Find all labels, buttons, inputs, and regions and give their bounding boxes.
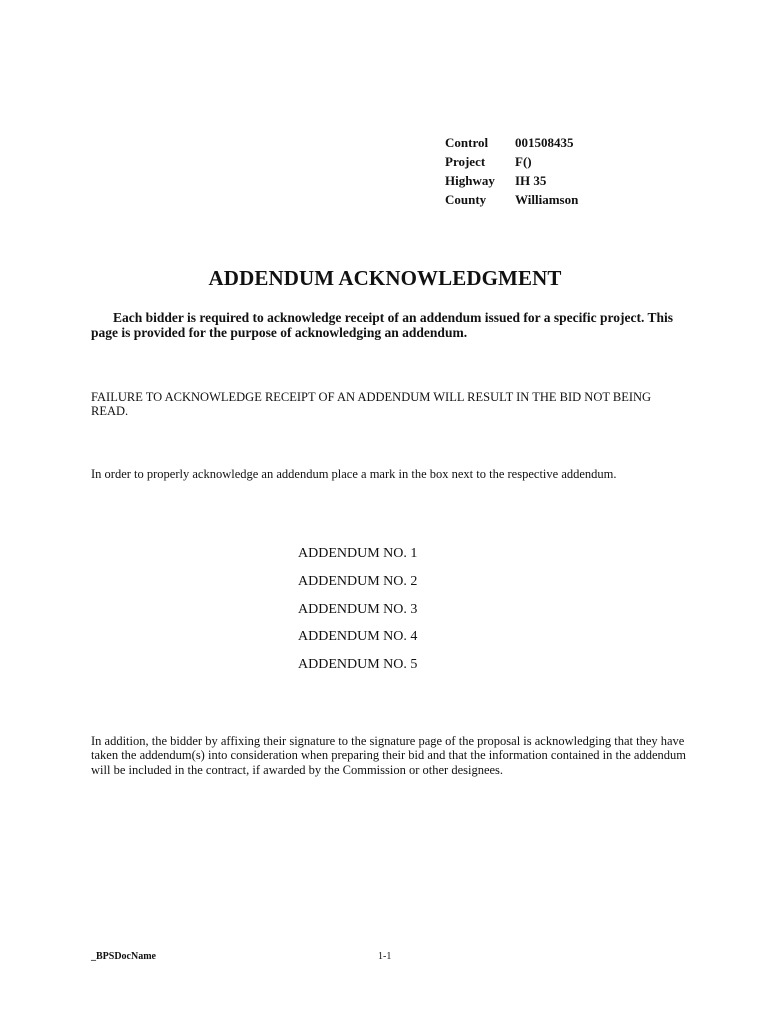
- intro-paragraph: Each bidder is required to acknowledge receipt of an addendum issued for a specific project. This page is provided for the purpose of acknowledging an addendum.: [91, 310, 674, 340]
- footer-page-number: 1-1: [378, 951, 392, 962]
- addendum-item-4[interactable]: [298, 628, 417, 656]
- addendum-label-4: ADDENDUM NO. 4: [298, 629, 418, 645]
- info-row-county: [445, 190, 578, 209]
- failure-notice: FAILURE TO ACKNOWLEDGE RECEIPT OF AN ADDENDUM WILL RESULT IN THE BID NOT BEING READ.: [91, 390, 652, 418]
- county-label: County: [445, 192, 487, 207]
- project-info-block: [445, 133, 578, 209]
- addendum-label-3: ADDENDUM NO. 3: [298, 601, 418, 617]
- addendum-label-5: ADDENDUM NO. 5: [298, 657, 418, 673]
- footer-doc-name: _BPSDocName: [91, 951, 156, 962]
- addendum-item-1[interactable]: [298, 545, 417, 573]
- highway-value: IH 35: [515, 173, 547, 188]
- highway-label: Highway: [445, 173, 495, 188]
- instruction-paragraph: In order to properly acknowledge an addendum place a mark in the box next to the respective addendum.: [91, 467, 617, 481]
- project-label: Project: [445, 154, 486, 169]
- addendum-label-1: ADDENDUM NO. 1: [298, 546, 418, 561]
- addendum-list: [298, 545, 417, 684]
- info-row-project: [445, 152, 578, 171]
- info-row-control: [445, 133, 578, 152]
- project-value: F(): [515, 154, 532, 169]
- county-value: Williamson: [515, 192, 579, 207]
- addendum-item-5[interactable]: [298, 656, 417, 684]
- addendum-item-3[interactable]: [298, 601, 417, 629]
- page-title: ADDENDUM ACKNOWLEDGMENT: [208, 266, 562, 290]
- control-label: Control: [445, 135, 489, 150]
- addendum-label-2: ADDENDUM NO. 2: [298, 573, 418, 589]
- addition-paragraph: In addition, the bidder by affixing their signature to the signature page of the proposal is acknowledging that they have taken the addendum(s) into consideration when preparing their bid and that the information contained in the addendum will be included in the contract, if awarded by the Commission or other designees.: [91, 734, 686, 777]
- info-row-highway: [445, 171, 578, 190]
- control-value: 001508435: [515, 135, 574, 150]
- addendum-item-2[interactable]: [298, 573, 417, 601]
